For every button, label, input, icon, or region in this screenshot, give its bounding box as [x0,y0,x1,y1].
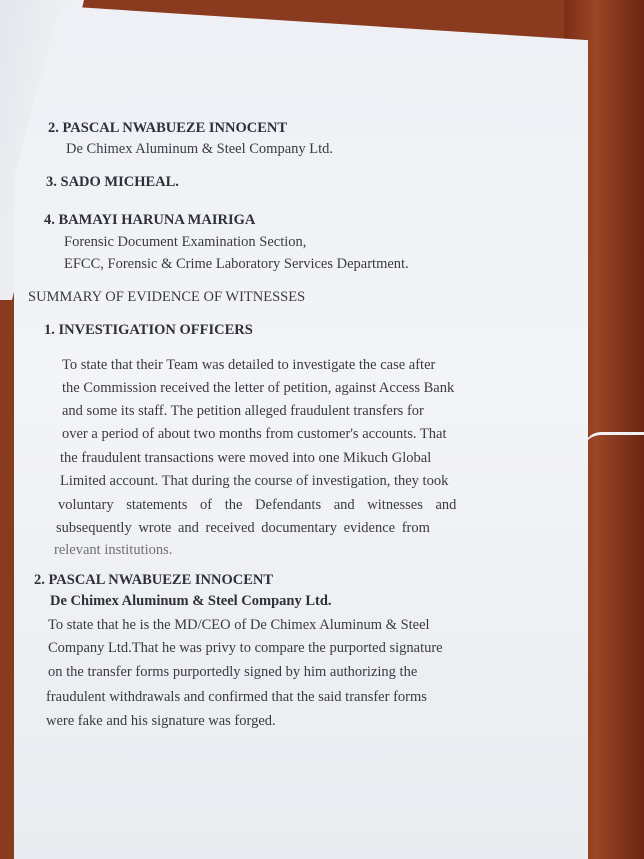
evidence-1-title: INVESTIGATION OFFICERS [58,322,253,338]
witness-3-name: SADO MICHEAL. [60,174,179,190]
witness-4-affiliation-line2: EFCC, Forensic & Crime Laboratory Services Department. [64,256,409,272]
evidence-2-line: Company Ltd.That he was privy to compare the purported signature [48,640,443,656]
evidence-2-line: on the transfer forms purportedly signed by him authorizing the [48,664,418,680]
evidence-1-line: To state that their Team was detailed to investigate the case after [62,357,436,373]
witness-2-heading [48,120,287,137]
evidence-1-line: and some its staff. The petition alleged fraudulent transfers for [62,403,424,419]
evidence-1-line: over a period of about two months from customer's accounts. That [62,426,447,442]
evidence-1-line: Limited account. That during the course of investigation, they took [60,473,449,489]
summary-heading: SUMMARY OF EVIDENCE OF WITNESSES [28,289,306,305]
witness-4-heading [44,212,255,229]
witness-2-name: PASCAL NWABUEZE INNOCENT [62,120,288,136]
witness-2-affiliation: De Chimex Aluminum & Steel Company Ltd. [66,141,334,157]
evidence-2-heading [34,572,273,589]
witness-4-number: 4. [44,212,55,228]
evidence-1-line: relevant institutions. [54,542,173,558]
evidence-2-number: 2. [34,572,45,588]
witness-3-heading [46,174,179,191]
evidence-1-line: the fraudulent transactions were moved into one Mikuch Global [60,450,432,466]
evidence-1-heading [44,322,253,339]
witness-4-name: BAMAYI HARUNA MAIRIGA [58,212,256,228]
evidence-2-title: PASCAL NWABUEZE INNOCENT [48,572,274,588]
evidence-1-line: subsequently wrote and received documentary evidence from [56,520,430,536]
evidence-2-line: To state that he is the MD/CEO of De Chimex Aluminum & Steel [48,617,430,633]
evidence-1-line: voluntary statements of the Defendants and witnesses and [58,497,457,513]
evidence-1-number: 1. [44,322,55,338]
witness-2-number: 2. [48,120,59,136]
witness-3-number: 3. [46,174,57,190]
evidence-1-line: the Commission received the letter of petition, against Access Bank [62,380,455,396]
witness-4-affiliation-line1: Forensic Document Examination Section, [64,234,307,250]
evidence-2-subtitle: De Chimex Aluminum & Steel Company Ltd. [50,593,332,609]
evidence-2-line: were fake and his signature was forged. [46,713,276,729]
evidence-2-line: fraudulent withdrawals and confirmed that the said transfer forms [46,689,427,705]
